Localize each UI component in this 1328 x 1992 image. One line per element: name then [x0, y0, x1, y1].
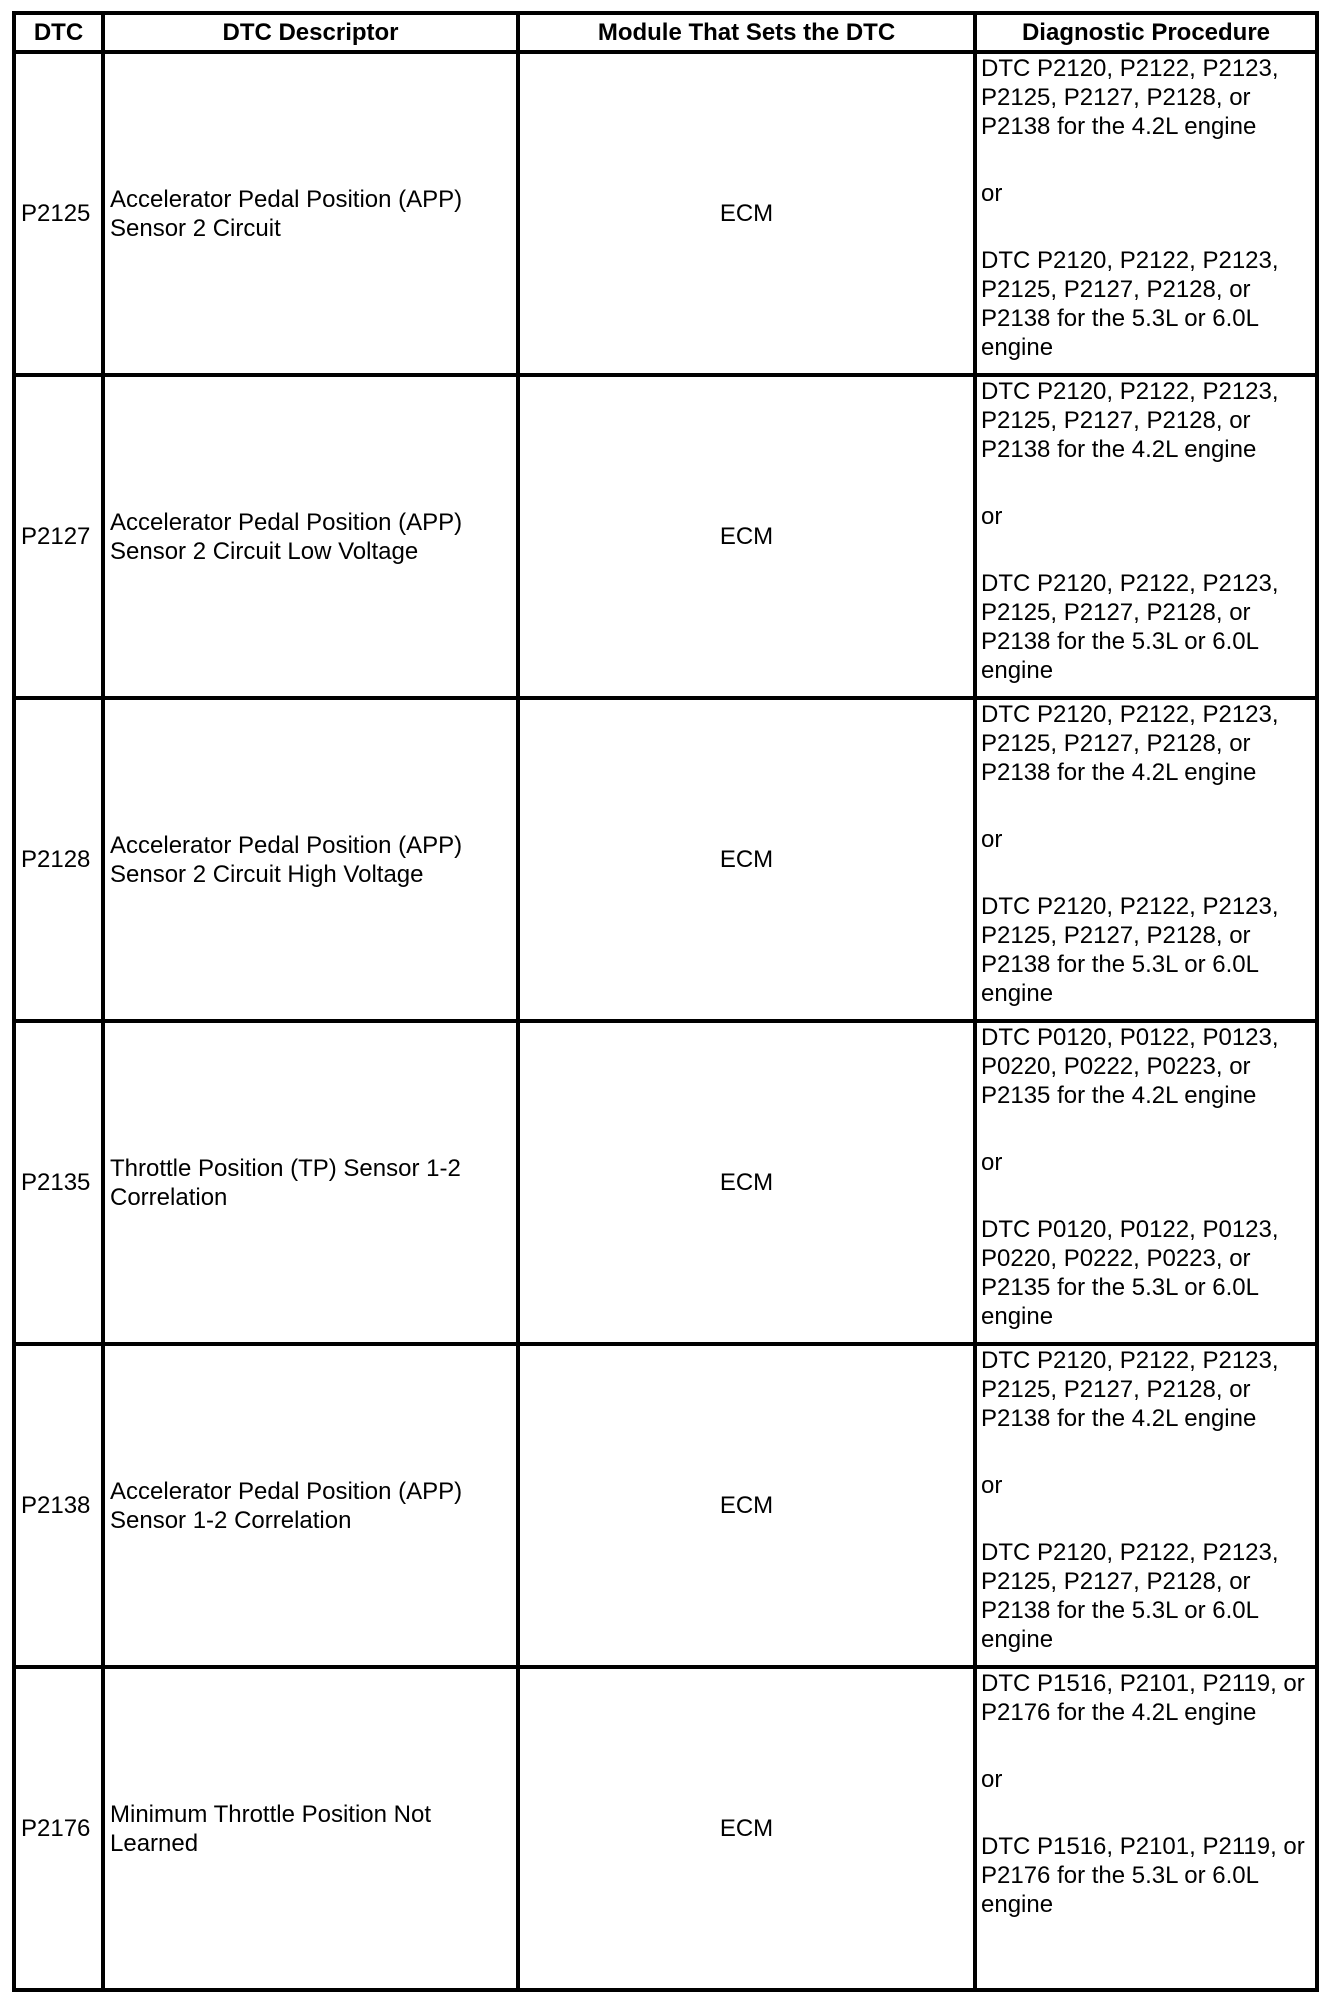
- procedure-or: or: [981, 180, 1003, 207]
- module-name: ECM: [518, 375, 975, 698]
- header-row: [14, 13, 1317, 52]
- table-row: [14, 375, 1317, 698]
- module-name: ECM: [518, 1021, 975, 1344]
- procedure-or: or: [981, 503, 1003, 530]
- dtc-code: P2135: [14, 1021, 103, 1344]
- diagnostic-procedure: [975, 698, 1317, 1021]
- dtc-descriptor: Accelerator Pedal Position (APP) Sensor 2 Circuit Low Voltage: [103, 375, 518, 698]
- header-dtc: DTC: [14, 13, 103, 52]
- procedure-5.3l-6.0l: DTC P2120, P2122, P2123, P2125, P2127, P2128, or P2138 for the 5.3L or 6.0L engine: [981, 1539, 1279, 1653]
- module-name: ECM: [518, 1667, 975, 1990]
- procedure-4.2l: DTC P1516, P2101, P2119, or P2176 for the 4.2L engine: [981, 1670, 1305, 1726]
- table-row: [14, 698, 1317, 1021]
- module-name: ECM: [518, 1344, 975, 1667]
- procedure-or: or: [981, 1766, 1003, 1793]
- header-module: Module That Sets the DTC: [518, 13, 975, 52]
- dtc-descriptor: Accelerator Pedal Position (APP) Sensor 2 Circuit High Voltage: [103, 698, 518, 1021]
- procedure-4.2l: DTC P2120, P2122, P2123, P2125, P2127, P2128, or P2138 for the 4.2L engine: [981, 378, 1279, 463]
- diagnostic-procedure: [975, 1344, 1317, 1667]
- dtc-descriptor: Accelerator Pedal Position (APP) Sensor 1-2 Correlation: [103, 1344, 518, 1667]
- procedure-5.3l-6.0l: DTC P0120, P0122, P0123, P0220, P0222, P0223, or P2135 for the 5.3L or 6.0L engine: [981, 1216, 1279, 1330]
- diagnostic-procedure: [975, 375, 1317, 698]
- diagnostic-procedure: [975, 1667, 1317, 1990]
- diagnostic-procedure: [975, 1021, 1317, 1344]
- header-dtc-descriptor: DTC Descriptor: [103, 13, 518, 52]
- table-row: [14, 52, 1317, 375]
- table-row: [14, 1021, 1317, 1344]
- header-diagnostic-procedure: Diagnostic Procedure: [975, 13, 1317, 52]
- procedure-or: or: [981, 1472, 1003, 1499]
- diagnostic-procedure: [975, 52, 1317, 375]
- table-row: [14, 1667, 1317, 1990]
- dtc-code: P2138: [14, 1344, 103, 1667]
- dtc-code: P2176: [14, 1667, 103, 1990]
- dtc-code: P2128: [14, 698, 103, 1021]
- dtc-descriptor: Minimum Throttle Position Not Learned: [103, 1667, 518, 1990]
- procedure-4.2l: DTC P2120, P2122, P2123, P2125, P2127, P2128, or P2138 for the 4.2L engine: [981, 1347, 1279, 1432]
- dtc-descriptor: Accelerator Pedal Position (APP) Sensor 2 Circuit: [103, 52, 518, 375]
- procedure-5.3l-6.0l: DTC P2120, P2122, P2123, P2125, P2127, P2128, or P2138 for the 5.3L or 6.0L engine: [981, 247, 1279, 361]
- table-row: [14, 1344, 1317, 1667]
- procedure-5.3l-6.0l: DTC P2120, P2122, P2123, P2125, P2127, P2128, or P2138 for the 5.3L or 6.0L engine: [981, 570, 1279, 684]
- procedure-or: or: [981, 826, 1003, 853]
- module-name: ECM: [518, 52, 975, 375]
- dtc-table: [12, 11, 1319, 1992]
- procedure-4.2l: DTC P2120, P2122, P2123, P2125, P2127, P2128, or P2138 for the 4.2L engine: [981, 55, 1279, 140]
- procedure-or: or: [981, 1149, 1003, 1176]
- procedure-5.3l-6.0l: DTC P2120, P2122, P2123, P2125, P2127, P2128, or P2138 for the 5.3L or 6.0L engine: [981, 893, 1279, 1007]
- dtc-code: P2125: [14, 52, 103, 375]
- procedure-4.2l: DTC P2120, P2122, P2123, P2125, P2127, P2128, or P2138 for the 4.2L engine: [981, 701, 1279, 786]
- procedure-4.2l: DTC P0120, P0122, P0123, P0220, P0222, P0223, or P2135 for the 4.2L engine: [981, 1024, 1279, 1109]
- procedure-5.3l-6.0l: DTC P1516, P2101, P2119, or P2176 for the 5.3L or 6.0L engine: [981, 1833, 1305, 1918]
- dtc-code: P2127: [14, 375, 103, 698]
- dtc-descriptor: Throttle Position (TP) Sensor 1-2 Correlation: [103, 1021, 518, 1344]
- module-name: ECM: [518, 698, 975, 1021]
